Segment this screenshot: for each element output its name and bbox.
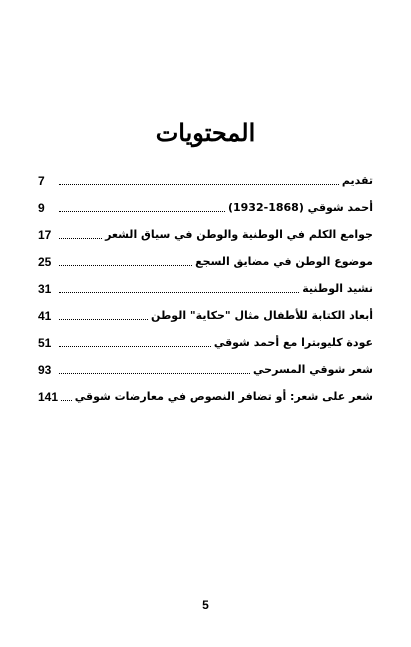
toc-entry-title: نشيد الوطنية <box>302 282 373 295</box>
toc-heading: المحتويات <box>155 118 256 147</box>
toc-entry-title: تقديم <box>341 174 373 187</box>
toc-entry <box>38 379 373 406</box>
toc-entry-title: عودة كليوبترا مع أحمد شوقي <box>213 336 373 349</box>
toc-entry <box>38 352 373 379</box>
toc-entry <box>38 325 373 352</box>
toc-entry-page: 9 <box>38 201 45 215</box>
dot-leader <box>59 319 148 320</box>
table-of-contents <box>38 163 373 406</box>
toc-entry-title: شعر شوقي المسرحي <box>253 363 373 376</box>
dot-leader <box>61 400 72 401</box>
toc-entry-page: 31 <box>38 282 52 296</box>
toc-entry-page: 51 <box>38 336 52 350</box>
dot-leader <box>59 373 250 374</box>
toc-entry-title: جوامع الكلم في الوطنية والوطن في سياق الشعر <box>105 228 373 241</box>
toc-entry <box>38 163 373 190</box>
toc-entry <box>38 190 373 217</box>
toc-entry-page: 41 <box>38 309 52 323</box>
toc-entry <box>38 217 373 244</box>
dot-leader <box>59 265 192 266</box>
toc-entry-title: شعر على شعر: أو تضافر النصوص في معارضات شوقي <box>74 390 373 403</box>
toc-entry <box>38 298 373 325</box>
dot-leader <box>59 184 339 185</box>
toc-entry-page: 141 <box>38 390 59 404</box>
toc-entry-page: 7 <box>38 174 45 188</box>
dot-leader <box>59 346 211 347</box>
toc-entry-title: أحمد شوقي (1868-1932) <box>227 201 373 214</box>
toc-entry <box>38 244 373 271</box>
dot-leader <box>59 211 225 212</box>
dot-leader <box>59 292 299 293</box>
toc-entry-page: 17 <box>38 228 52 242</box>
toc-entry-title: موضوع الوطن في مضايق السجع <box>195 255 373 268</box>
toc-entry-page: 93 <box>38 363 52 377</box>
toc-entry <box>38 271 373 298</box>
dot-leader <box>59 238 102 239</box>
toc-entry-title: أبعاد الكتابة للأطفال مثال "حكاية" الوطن <box>151 309 373 322</box>
page-number: 5 <box>202 598 209 612</box>
toc-entry-page: 25 <box>38 255 52 269</box>
